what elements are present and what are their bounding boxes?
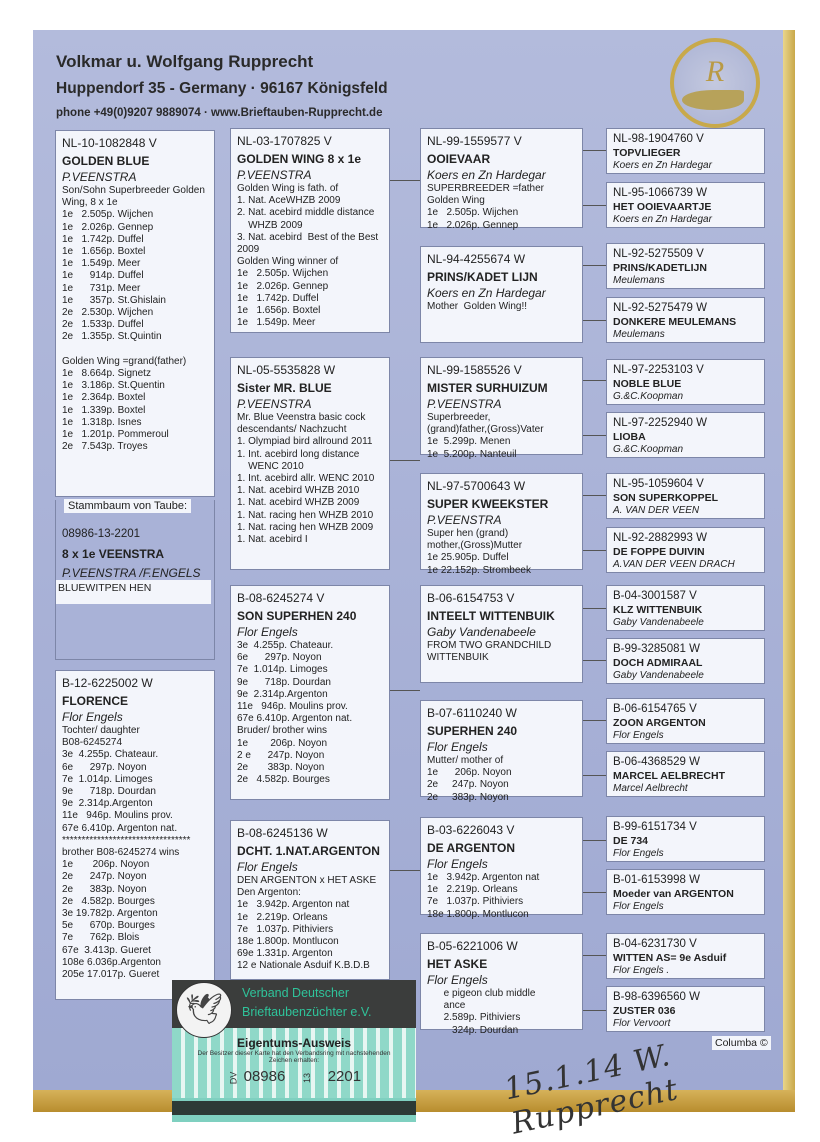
breeder: P.VEENSTRA: [427, 397, 502, 411]
pigeon-name: DE 734: [613, 835, 649, 847]
pigeon-box: [606, 933, 765, 979]
card-year: 13: [301, 1072, 312, 1084]
pigeon-name: SON SUPERKOPPEL: [613, 492, 719, 504]
pigeon-notes: 3e 4.255p. Chateaur. 6e 297p. Noyon 7e 1.014p. Limoges 9e 718p. Dourdan 9e 2.314p.Argenton 11e 946p. Moulins prov. 67e 6.410p. Argenton nat. Bruder/ brother wins 1e 206p. Noyon 2 e 247p. Noyon 2e 383p. Noyon 2e 4.582p. Bourges: [237, 640, 353, 786]
connector-line: [583, 775, 606, 776]
subject-name: 8 x 1e VEENSTRA: [62, 547, 165, 561]
pigeon-box: [420, 357, 583, 460]
connector-line: [583, 150, 606, 151]
pigeon-name: ZUSTER 036: [613, 1005, 676, 1017]
breeder: Meulemans: [613, 275, 665, 286]
pigeon-notes: Tochter/ daughter B08-6245274 3e 4.255p. Chateaur. 6e 297p. Noyon 7e 1.014p. Limoges 9e 718p. Dourdan 9e 2.314p.Argenton 11e 946p. Moulins prov. 67e 6.410p. Argenton nat. ********************************* brother B08-6245274 wins 1e 206p. Noyon 2e 247p. Noyon 2e 383p. Noyon 2e 4.582p. Bourges 3e 19.782p. Argenton 5e 670p. Bourges 7e 762p. Blois 67e 3.413p. Gueret 108e 6.036p.Argenton 205e 17.017p. Gueret: [62, 725, 191, 981]
owner-address: Huppendorf 35 - Germany · 96167 Königsfeld: [56, 80, 388, 97]
pigeon-box: [606, 128, 765, 174]
pigeon-box: [606, 816, 765, 862]
connector-line: [583, 660, 606, 661]
subject-ring: 08986-13-2201: [62, 528, 141, 540]
copyright: Columba ©: [712, 1036, 771, 1050]
pigeon-name: DCHT. 1.NAT.ARGENTON: [237, 844, 380, 858]
gold-border-right: [783, 30, 795, 1112]
breeder: G.&C.Koopman: [613, 444, 684, 455]
pigeon-box: [606, 412, 765, 458]
pigeon-box: [606, 182, 765, 228]
breeder: Flor Engels: [613, 848, 664, 859]
ring-number: B-03-6226043 V: [427, 823, 515, 837]
pigeon-notes: Superbreeder, (grand)father,(Gross)Vater 1e 5.299p. Menen 1e 5.200p. Nanteuil: [427, 412, 544, 460]
pigeon-box: [420, 933, 583, 1036]
connector-line: [583, 840, 606, 841]
pigeon-name: NOBLE BLUE: [613, 378, 682, 390]
pigeon-notes: Super hen (grand) mother,(Gross)Mutter 1e 25.905p. Duffel 1e 22.152p. Strombeek: [427, 528, 531, 576]
pigeon-notes: SUPERBREEDER =father Golden Wing 1e 2.505p. Wijchen 1e 2.026p. Gennep: [427, 183, 544, 231]
signature: 15.1.14 W. Rupprecht: [501, 1037, 682, 1142]
connector-line: [583, 380, 606, 381]
pigeon-name: HET ASKE: [427, 957, 488, 971]
ring-number: B-01-6153998 W: [613, 874, 700, 886]
ring-number: B-06-4368529 W: [613, 756, 700, 768]
pigeon-notes: Son/Sohn Superbreeder Golden Wing, 8 x 1e 1e 2.505p. Wijchen 1e 2.026p. Gennep 1e 1.742p. Duffel 1e 1.656p. Boxtel 1e 1.549p. Meer 1e 914p. Duffel 1e 731p. Meer 1e 357p. St.Ghislain 2e 2.530p. Wijchen 2e 1.533p. Duffel 2e 1.355p. St.Quintin Golden Wing =grand(father) 1e 8.664p. Signetz 1e 3.186p. St.Quentin 1e 2.364p. Boxtel 1e 1.339p. Boxtel 1e 1.318p. Isnes 1e 1.201p. Pommeroul 2e 7.543p. Troyes: [62, 185, 205, 453]
pigeon-box: [420, 246, 583, 343]
breeder: Koers en Zn Hardegar: [613, 214, 712, 225]
ring-number: B-07-6110240 W: [427, 706, 517, 720]
pigeon-box: [230, 357, 390, 570]
ring-number: B-06-6154753 V: [427, 591, 515, 605]
card-desc: Der Besitzer dieser Karte hat den Verbandsring mit nachstehenden Zeichen erhalten:: [197, 1050, 391, 1064]
card-ring: 2201: [327, 1068, 362, 1085]
pigeon-name: DOCH ADMIRAAL: [613, 657, 703, 669]
owner-name: Volkmar u. Wolfgang Rupprecht: [56, 52, 314, 71]
pigeon-box: [230, 585, 390, 800]
ring-number: B-04-3001587 V: [613, 590, 697, 602]
ring-number: B-98-6396560 W: [613, 991, 700, 1003]
breeder: Flor Engels: [427, 857, 488, 871]
dove-logo-icon: 🕊: [176, 982, 232, 1038]
pigeon-name: FLORENCE: [62, 694, 128, 708]
ring-number: B-99-6151734 V: [613, 821, 697, 833]
pigeon-name: Moeder van ARGENTON: [613, 888, 734, 900]
ring-number: B-04-6231730 V: [613, 938, 697, 950]
pigeon-notes: FROM TWO GRANDCHILD WITTENBUIK: [427, 640, 552, 664]
pigeon-name: DE FOPPE DUIVIN: [613, 546, 705, 558]
connector-line: [583, 550, 606, 551]
pigeon-name: Sister MR. BLUE: [237, 381, 332, 395]
pigeon-name: DONKERE MEULEMANS: [613, 316, 737, 328]
breeder: Flor Engels: [237, 860, 298, 874]
connector-line: [390, 460, 420, 461]
card-stripe: [172, 1098, 416, 1115]
pigeon-box: [55, 670, 215, 1000]
ring-number: B-12-6225002 W: [62, 676, 153, 690]
ring-number: B-05-6221006 W: [427, 939, 518, 953]
pigeon-name: SUPER KWEEKSTER: [427, 497, 549, 511]
pigeon-box: [606, 473, 765, 519]
pigeon-name: MARCEL AELBRECHT: [613, 770, 725, 782]
breeder: Flor Engels: [237, 625, 298, 639]
pigeon-name: GOLDEN BLUE: [62, 154, 150, 168]
breeder: Flor Engels .: [613, 965, 670, 976]
pigeon-notes: Mutter/ mother of 1e 206p. Noyon 2e 247p. Noyon 2e 383p. Noyon: [427, 755, 512, 803]
ring-number: B-08-6245274 V: [237, 591, 325, 605]
ring-number: NL-03-1707825 V: [237, 134, 332, 148]
breeder: Koers en Zn Hardegar: [613, 160, 712, 171]
ownership-card: [172, 980, 416, 1122]
breeder: Flor Engels: [62, 710, 123, 724]
pigeon-name: PRINS/KADET LIJN: [427, 270, 538, 284]
pigeon-notes: e pigeon club middle ance 2.589p. Pithiviers 324p. Dourdan: [443, 988, 536, 1036]
pigeon-name: TOPVLIEGER: [613, 147, 681, 159]
pigeon-notes: 1e 3.942p. Argenton nat 1e 2.219p. Orleans 7e 1.037p. Pithiviers 18e 1.800p. Montlucon: [427, 872, 540, 920]
pigeon-box: [606, 297, 765, 343]
ring-number: NL-92-5275479 W: [613, 302, 707, 314]
pigeon-notes: Mother Golden Wing!!: [427, 301, 528, 312]
ring-number: NL-97-2252940 W: [613, 417, 707, 429]
card-prefix: DV: [228, 1071, 239, 1085]
card-org: Verband Deutscher: [242, 986, 350, 1000]
pigeon-box: [420, 817, 583, 920]
breeder: Gaby Vandenabeele: [613, 670, 704, 681]
ring-number: NL-95-1066739 W: [613, 187, 707, 199]
pigeon-notes: Golden Wing is fath. of 1. Nat. AceWHZB 2009 2. Nat. acebird middle distance WHZB 2009 3. Nat. acebird Best of the Best 2009 Golden Wing winner of 1e 2.505p. Wijchen 1e 2.026p. Gennep 1e 1.742p. Duffel 1e 1.656p. Boxtel 1e 1.549p. Meer: [237, 183, 379, 329]
pigeon-box: [420, 473, 583, 576]
pigeon-box: [420, 585, 583, 683]
card-org-2: Brieftaubenzüchter e.V.: [242, 1005, 372, 1019]
ring-number: B-06-6154765 V: [613, 703, 697, 715]
ring-number: B-08-6245136 W: [237, 826, 328, 840]
pigeon-name: SON SUPERHEN 240: [237, 609, 357, 623]
dove-icon: [682, 90, 744, 110]
pigeon-box: [606, 638, 765, 684]
card-title: Eigentums-Ausweis: [236, 1036, 352, 1050]
subject-color: BLUEWITPEN HEN: [56, 580, 211, 604]
pigeon-name: MISTER SURHUIZUM: [427, 381, 548, 395]
subject-pigeon: [55, 500, 215, 660]
breeder: G.&C.Koopman: [613, 391, 684, 402]
connector-line: [390, 180, 420, 181]
connector-line: [583, 205, 606, 206]
pigeon-box: [230, 128, 390, 333]
pigeon-name: OOIEVAAR: [427, 152, 491, 166]
pigeon-box: [606, 243, 765, 289]
pigeon-name: GOLDEN WING 8 x 1e: [237, 152, 362, 166]
connector-line: [583, 320, 606, 321]
pigeon-name: HET OOIEVAARTJE: [613, 201, 712, 213]
ring-number: B-99-3285081 W: [613, 643, 700, 655]
breeder: P.VEENSTRA: [62, 170, 137, 184]
breeder: P.VEENSTRA: [427, 513, 502, 527]
pigeon-name: KLZ WITTENBUIK: [613, 604, 703, 616]
pigeon-name: PRINS/KADETLIJN: [613, 262, 707, 274]
connector-line: [583, 265, 606, 266]
pigeon-name: SUPERHEN 240: [427, 724, 518, 738]
pigeon-notes: DEN ARGENTON x HET ASKE Den Argenton: 1e 3.942p. Argenton nat 1e 2.219p. Orleans 7e 1.037p. Pithiviers 18e 1.800p. Montlucon 69e 1.331p. Argenton 12 e Nationale Asduif K.B.D.B: [237, 875, 377, 972]
breeder: Gaby Vandenabeele: [427, 625, 536, 639]
pigeon-box: [230, 820, 390, 980]
connector-line: [583, 955, 606, 956]
connector-line: [583, 1010, 606, 1011]
subject-breeder: P.VEENSTRA /F.ENGELS: [62, 566, 201, 580]
owner-contact: phone +49(0)9207 9889074 · www.Brieftauben-Rupprecht.de: [56, 107, 383, 119]
pigeon-box: [606, 359, 765, 405]
pigeon-box: [606, 527, 765, 573]
subject-label: Stammbaum von Taube:: [64, 499, 191, 513]
card-number: 08986: [243, 1068, 286, 1085]
pigeon-name: DE ARGENTON: [427, 841, 516, 855]
connector-line: [390, 690, 420, 691]
ring-number: NL-99-1585526 V: [427, 363, 522, 377]
pigeon-name: WITTEN AS= 9e Asduif: [613, 952, 727, 964]
connector-line: [583, 495, 606, 496]
pigeon-box: [606, 698, 765, 744]
pigeon-box: [606, 585, 765, 631]
ring-number: NL-94-4255674 W: [427, 252, 526, 266]
connector-line: [583, 892, 606, 893]
connector-line: [583, 608, 606, 609]
breeder: Flor Engels: [613, 730, 664, 741]
breeder: Flor Engels: [427, 740, 488, 754]
pigeon-box: [606, 869, 765, 915]
pigeon-box: [420, 128, 583, 231]
pigeon-notes: Mr. Blue Veenstra basic cock descendants/ Nachzucht 1. Olympiad bird allround 2011 1. Int. acebird long distance WENC 2010 1. Int. acebird allr. WENC 2010 1. Nat. acebird WHZB 2010 1. Nat. acebird WHZB 2009 1. Nat. racing hen WHZB 2010 1. Nat. racing hen WHZB 2009 1. Nat. acebird I: [237, 412, 375, 546]
breeder: P.VEENSTRA: [237, 397, 312, 411]
ring-number: NL-98-1904760 V: [613, 133, 704, 145]
pigeon-box: [55, 130, 215, 497]
ring-number: NL-92-5275509 V: [613, 248, 704, 260]
breeder: A. VAN DER VEEN: [613, 505, 700, 516]
connector-line: [390, 870, 420, 871]
breeder: Gaby Vandenabeele: [613, 617, 704, 628]
ring-number: NL-97-2253103 V: [613, 364, 704, 376]
pigeon-name: LIOBA: [613, 431, 646, 443]
breeder: A.VAN DER VEEN DRACH: [613, 559, 735, 570]
ring-number: NL-99-1559577 V: [427, 134, 522, 148]
breeder: Meulemans: [613, 329, 665, 340]
breeder: P.VEENSTRA: [237, 168, 312, 182]
connector-line: [583, 720, 606, 721]
ring-number: NL-95-1059604 V: [613, 478, 704, 490]
breeder: Flor Vervoort: [613, 1018, 671, 1029]
breeder: Flor Engels: [613, 901, 664, 912]
breeder: Koers en Zn Hardegar: [427, 286, 546, 300]
connector-line: [583, 435, 606, 436]
ring-number: NL-92-2882993 W: [613, 532, 707, 544]
pigeon-name: INTEELT WITTENBUIK: [427, 609, 555, 623]
breeder: Koers en Zn Hardegar: [427, 168, 546, 182]
ring-number: NL-97-5700643 W: [427, 479, 526, 493]
pigeon-name: ZOON ARGENTON: [613, 717, 706, 729]
pigeon-box: [606, 751, 765, 797]
ring-number: NL-10-1082848 V: [62, 136, 157, 150]
rupprecht-logo: [670, 38, 760, 128]
ring-number: NL-05-5535828 W: [237, 363, 336, 377]
breeder: Flor Engels: [427, 973, 488, 987]
pigeon-box: [420, 700, 583, 803]
logo-letter: R: [705, 55, 725, 88]
breeder: Marcel Aelbrecht: [613, 783, 688, 794]
